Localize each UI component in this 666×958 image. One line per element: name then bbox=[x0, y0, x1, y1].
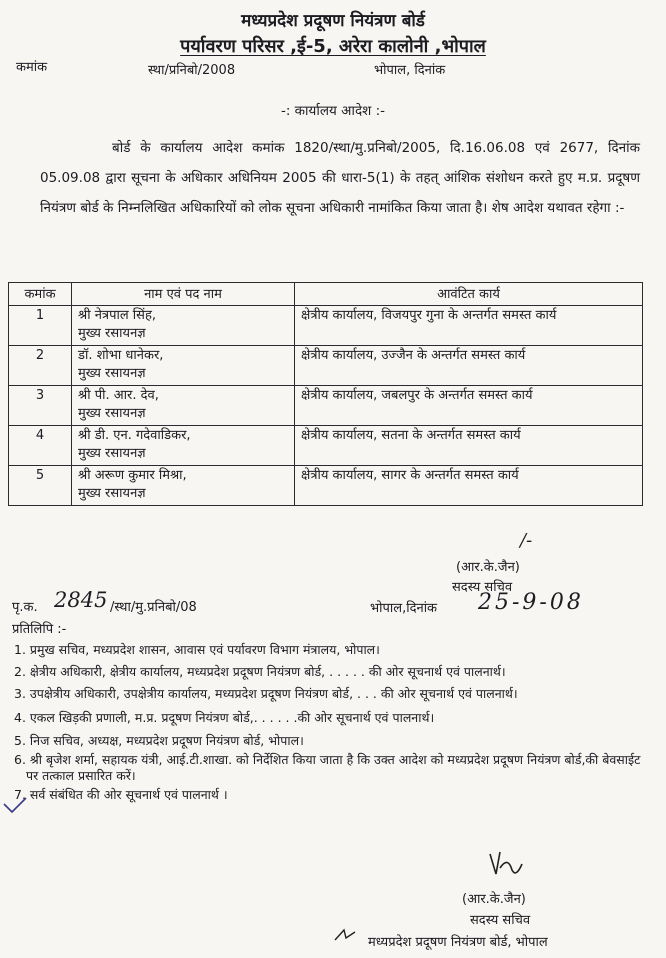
table-row bbox=[9, 426, 643, 466]
row-work: क्षेत्रीय कार्यालय, उज्जैन के अन्तर्गत समस्त कार्य bbox=[295, 346, 643, 386]
officer-post: मुख्य रसायनज्ञ bbox=[78, 486, 146, 501]
officer-name: श्री नेत्रपाल सिंह, bbox=[78, 308, 156, 323]
order-title: -: कार्यालय आदेश :- bbox=[280, 103, 386, 119]
officer-name: डॉ. शोभा धानेकर, bbox=[78, 348, 164, 363]
list-item: 4. एकल खिड़की प्रणाली, म.प्र. प्रदूषण नियंत्रण बोर्ड,. . . . . .की ओर सूचनार्थ एवं पालनार्थ। bbox=[14, 710, 435, 725]
list-item: 7. सर्व संबंधित की ओर सूचनार्थ एवं पालनार्थ । bbox=[14, 787, 228, 802]
signatory-name-2: (आर.के.जैन) bbox=[462, 892, 526, 907]
header-kramank: कमांक bbox=[9, 283, 72, 306]
table-row bbox=[9, 466, 643, 506]
row-number: 5 bbox=[9, 466, 72, 506]
header-work: आवंटित कार्य bbox=[295, 283, 643, 306]
officers-table bbox=[8, 282, 643, 506]
signatory-designation-1: सदस्य सचिव bbox=[452, 580, 513, 595]
officer-post: मुख्य रसायनज्ञ bbox=[78, 366, 146, 381]
order-body-text: बोर्ड के कार्यालय आदेश कमांक 1820/स्था/मु.प्रनिबो/2005, दि.16.06.08 एवं 2677, दिनांक 05.09.08 द्वारा सूचना के अधिकार अधिनियम 2005 की धारा-5(1) के तहत् आंशिक संशोधन करते हुए म.प्र. प्रदूषण नियंत्रण बोर्ड के निम्नलिखित अधिकारियों को लोक सूचना अधिकारी नामांकित किया जाता है। शेष आदेश यथावत रहेगा :- bbox=[40, 140, 640, 216]
copy-list bbox=[14, 642, 644, 803]
header-name: नाम एवं पद नाम bbox=[72, 283, 295, 306]
list-item: 1. प्रमुख सचिव, मध्यप्रदेश शासन, आवास एवं पर्यावरण विभाग मंत्रालय, भोपाल। bbox=[14, 642, 380, 657]
row-name-cell bbox=[72, 386, 295, 426]
officer-post: मुख्य रसायनज्ञ bbox=[78, 406, 146, 421]
copy-ref-suffix: /स्था/मु.प्रनिबो/08 bbox=[110, 600, 197, 615]
row-number: 3 bbox=[9, 386, 72, 426]
tick-mark-icon bbox=[0, 796, 30, 818]
row-number: 4 bbox=[9, 426, 72, 466]
officer-post: मुख्य रसायनज्ञ bbox=[78, 326, 146, 341]
ref-number: स्था/प्रनिबो/2008 bbox=[148, 63, 236, 78]
row-number: 2 bbox=[9, 346, 72, 386]
table-row bbox=[9, 346, 643, 386]
signatory-designation-2: सदस्य सचिव bbox=[470, 913, 531, 928]
copy-ref-prefix: पृ.क. bbox=[12, 600, 38, 615]
list-item: 6. श्री बृजेश शर्मा, सहायक यंत्री, आई.टी.शाखा. को निर्देशित किया जाता है कि उक्त आदेश को मध्यप्रदेश प्रदूषण नियंत्रण बोर्ड,की बेवसाईट पर तत्काल प्रसारित करें। bbox=[14, 752, 641, 783]
org-address-text: पर्यावरण परिसर ,ई-5, अरेरा कालोनी ,भोपाल bbox=[180, 36, 486, 57]
signatory-name-1: (आर.के.जैन) bbox=[456, 560, 520, 575]
org-address bbox=[0, 34, 666, 58]
signature-mark: /- bbox=[520, 530, 533, 551]
org-name: मध्यप्रदेश प्रदूषण नियंत्रण बोर्ड bbox=[241, 11, 425, 31]
handwritten-copy-number: 2845 bbox=[54, 588, 108, 612]
place-date-label: भोपाल, दिनांक bbox=[374, 63, 446, 78]
row-number: 1 bbox=[9, 306, 72, 346]
row-name-cell bbox=[72, 466, 295, 506]
row-work: क्षेत्रीय कार्यालय, जबलपुर के अन्तर्गत समस्त कार्य bbox=[295, 386, 643, 426]
row-name-cell bbox=[72, 306, 295, 346]
kramank-label: कमांक bbox=[16, 60, 48, 75]
row-name-cell bbox=[72, 346, 295, 386]
officer-name: श्री डी. एन. गदेवाडिकर, bbox=[78, 428, 191, 443]
row-work: क्षेत्रीय कार्यालय, सतना के अन्तर्गत समस्त कार्य bbox=[295, 426, 643, 466]
row-work: क्षेत्रीय कार्यालय, विजयपुर गुना के अन्तर्गत समस्त कार्य bbox=[295, 306, 643, 346]
officer-name: श्री अरूण कुमार मिश्रा, bbox=[78, 468, 187, 483]
signature-initials-icon bbox=[486, 848, 526, 882]
officer-post: मुख्य रसायनज्ञ bbox=[78, 446, 146, 461]
handwritten-date: 25-9-08 bbox=[478, 590, 584, 615]
pratilipi-label: प्रतिलिपि :- bbox=[12, 622, 67, 637]
signatory-org-2: मध्यप्रदेश प्रदूषण नियंत्रण बोर्ड, भोपाल bbox=[368, 935, 548, 950]
table-row bbox=[9, 386, 643, 426]
table-header-row bbox=[9, 283, 643, 306]
copy-place-date-label: भोपाल,दिनांक bbox=[370, 601, 438, 616]
list-item: 5. निज सचिव, अध्यक्ष, मध्यप्रदेश प्रदूषण नियंत्रण बोर्ड, भोपाल। bbox=[14, 733, 304, 748]
list-item: 3. उपक्षेत्रीय अधिकारी, उपक्षेत्रीय कार्यालय, मध्यप्रदेश प्रदूषण नियंत्रण बोर्ड, . . . की ओर सूचनार्थ एवं पालनार्थ। bbox=[14, 686, 518, 701]
flourish-icon bbox=[332, 926, 358, 944]
officer-name: श्री पी. आर. देव, bbox=[78, 388, 159, 403]
list-item: 2. क्षेत्रीय अधिकारी, क्षेत्रीय कार्यालय, मध्यप्रदेश प्रदूषण नियंत्रण बोर्ड, . . . . . की ओर सूचनार्थ एवं पालनार्थ। bbox=[14, 664, 506, 679]
row-name-cell bbox=[72, 426, 295, 466]
table-row bbox=[9, 306, 643, 346]
row-work: क्षेत्रीय कार्यालय, सागर के अन्तर्गत समस्त कार्य bbox=[295, 466, 643, 506]
